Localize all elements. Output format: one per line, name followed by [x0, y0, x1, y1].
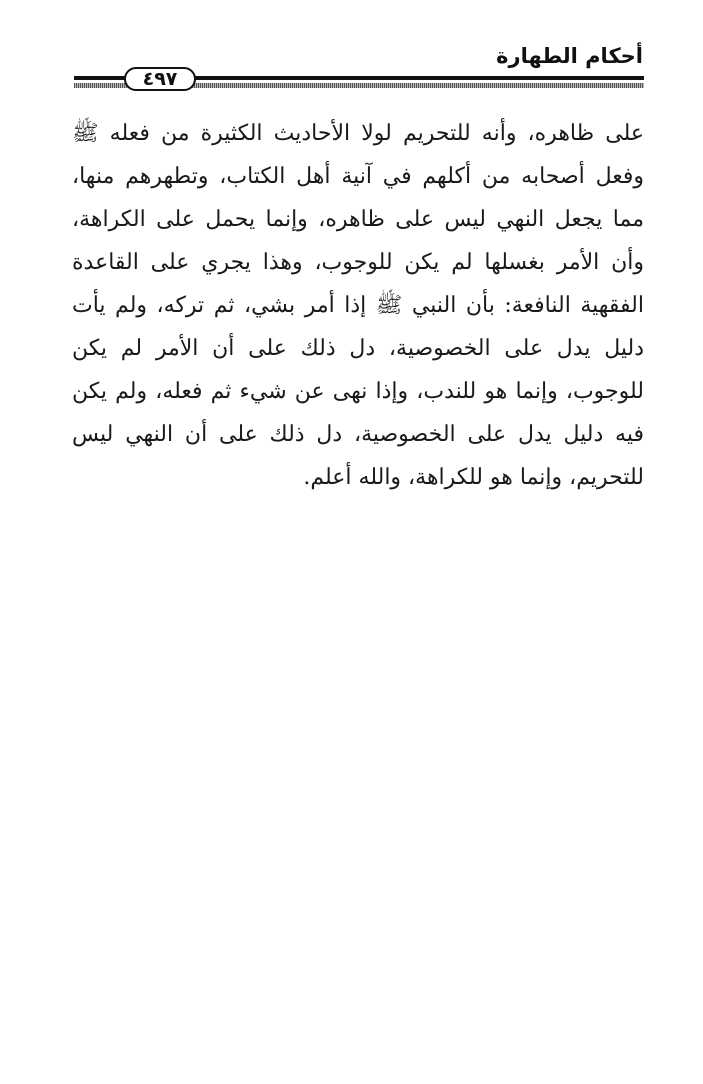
main-text-block: [72, 112, 644, 499]
page-number: ٤٩٧: [124, 67, 196, 91]
running-header-title: أحكام الطهارة: [496, 44, 643, 68]
body-paragraph: على ظاهره، وأنه للتحريم لولا الأحاديث الكثيرة من فعله ﷺ وفعل أصحابه من أكلهم في آنية أهل الكتاب، وتطهرهم منها، مما يجعل النهي ليس على ظاهره، وإنما يحمل على الكراهة، وأن الأمر بغسلها لم يكن للوجوب، وهذا يجري على القاعدة الفقهية النافعة: بأن النبي ﷺ إذا أمر بشي، ثم تركه، ولم يأت دليل يدل على الخصوصية، دل ذلك على أن الأمر لم يكن للوجوب، وإنما هو للندب، وإذا نهى عن شيء ثم فعله، ولم يكن فيه دليل يدل على الخصوصية، دل ذلك على أن النهي ليس للتحريم، وإنما هو للكراهة، والله أعلم.: [72, 121, 644, 490]
